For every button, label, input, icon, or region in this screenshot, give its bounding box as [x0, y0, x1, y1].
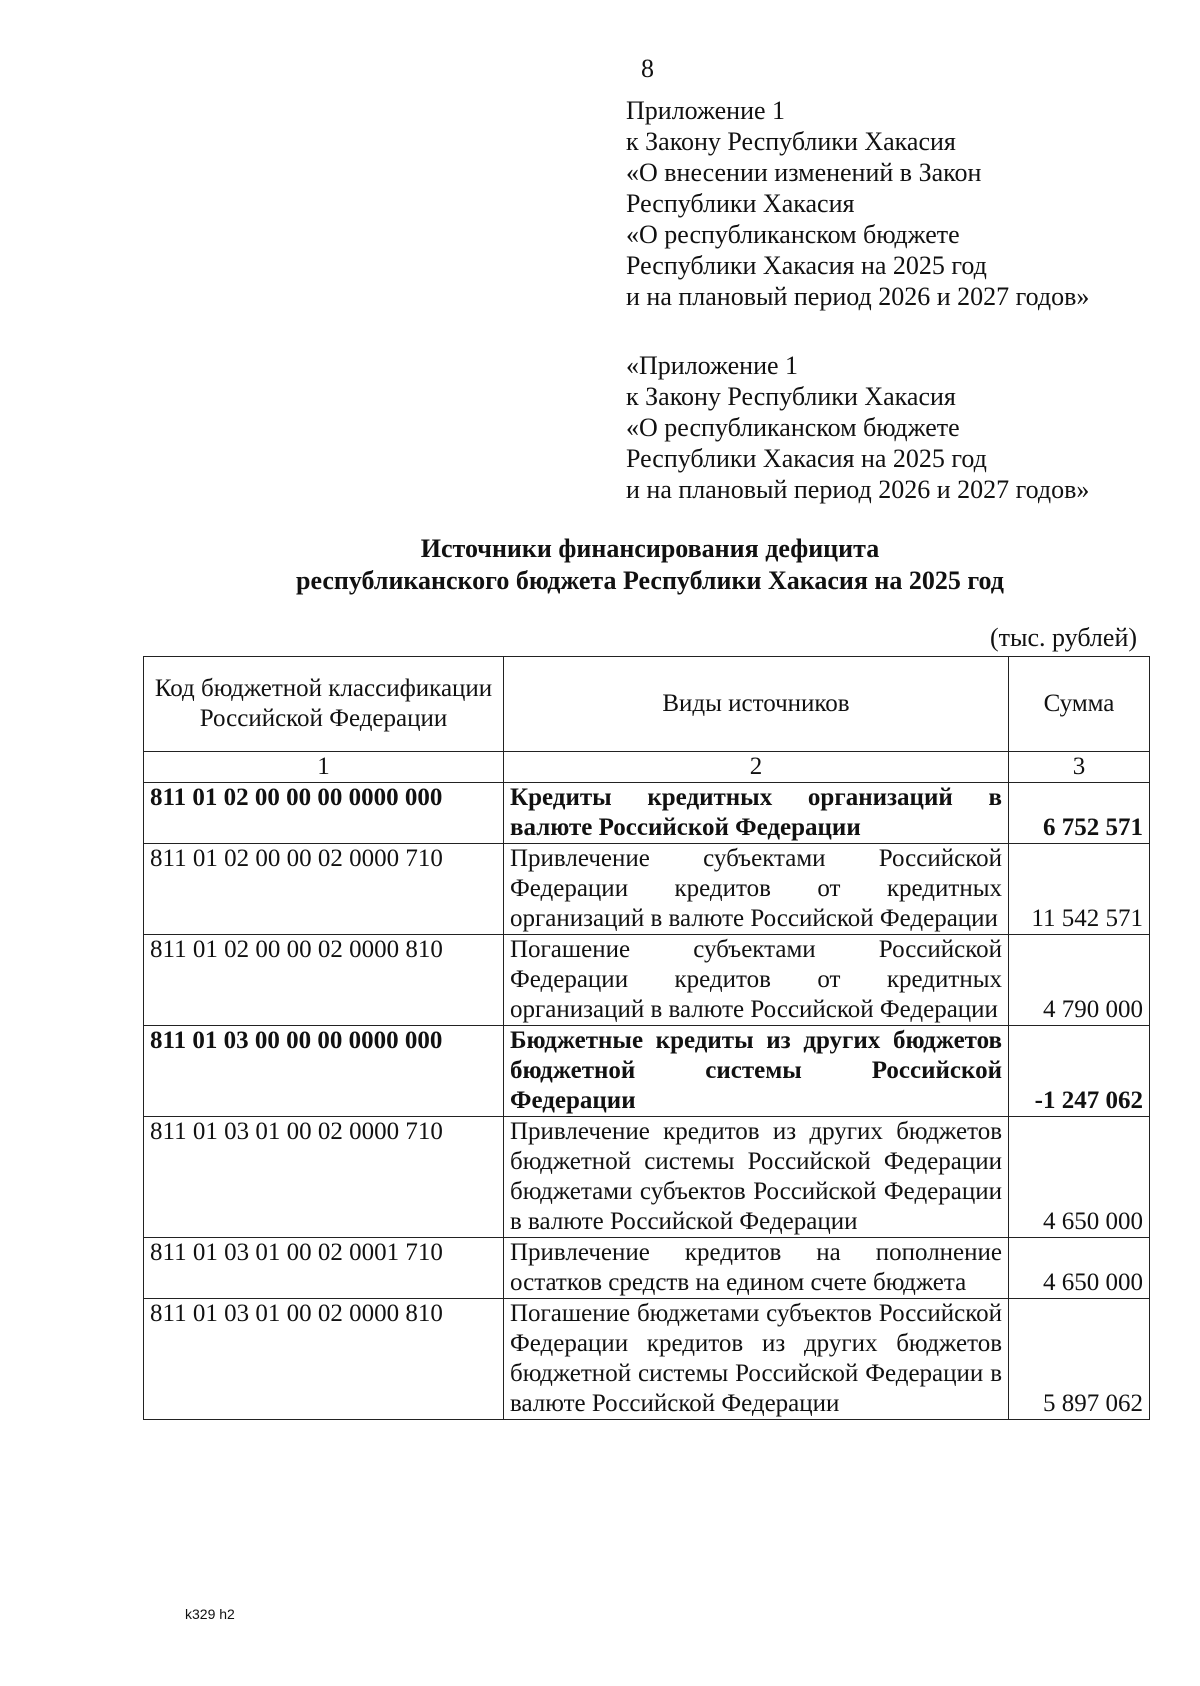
source-description: Привлечение кредитов из других бюджетов бюджетной системы Российской Федерации бюджетами субъектов Российской Федерации в валюте Российской Федерации	[504, 1117, 1009, 1238]
table-row	[144, 1026, 1150, 1117]
table-row	[144, 783, 1150, 844]
table-row	[144, 1299, 1150, 1420]
column-header-code: Код бюджетной классификации Российской Федерации	[144, 657, 504, 752]
amount: 4 650 000	[1009, 1117, 1150, 1238]
budget-code: 811 01 03 01 00 02 0000 810	[144, 1299, 504, 1420]
budget-code: 811 01 03 01 00 02 0000 710	[144, 1117, 504, 1238]
appendix-heading-line: Приложение 1	[626, 96, 786, 125]
table-row	[144, 1238, 1150, 1299]
budget-code: 811 01 02 00 00 02 0000 710	[144, 844, 504, 935]
page-number: 8	[641, 54, 654, 83]
budget-code: 811 01 03 00 00 00 0000 000	[144, 1026, 504, 1117]
budget-code: 811 01 03 01 00 02 0001 710	[144, 1238, 504, 1299]
amount: -1 247 062	[1009, 1026, 1150, 1117]
appendix-original-line: к Закону Республики Хакасия	[626, 382, 956, 411]
source-description: Погашение субъектами Российской Федерации кредитов от кредитных организаций в валюте Российской Федерации	[504, 935, 1009, 1026]
appendix-heading-line: к Закону Республики Хакасия	[626, 127, 956, 156]
appendix-heading-line: «О республиканском бюджете	[626, 220, 960, 249]
table-row	[144, 844, 1150, 935]
table-header-row	[144, 657, 1150, 752]
amount: 4 790 000	[1009, 935, 1150, 1026]
appendix-heading-line: и на плановый период 2026 и 2027 годов»	[626, 282, 1090, 311]
appendix-original-heading	[626, 350, 1166, 505]
appendix-heading-line: Республики Хакасия на 2025 год	[626, 251, 987, 280]
units-label: (тыс. рублей)	[990, 623, 1138, 652]
appendix-original-line: и на плановый период 2026 и 2027 годов»	[626, 475, 1090, 504]
appendix-heading-line: Республики Хакасия	[626, 189, 855, 218]
document-title-line: республиканского бюджета Республики Хакасия на 2025 год	[296, 566, 1004, 595]
appendix-heading	[626, 95, 1166, 312]
source-description: Привлечение субъектами Российской Федерации кредитов от кредитных организаций в валюте Российской Федерации	[504, 844, 1009, 935]
source-description: Бюджетные кредиты из других бюджетов бюджетной системы Российской Федерации	[504, 1026, 1009, 1117]
financing-sources-table	[143, 656, 1150, 1420]
column-header-amount: Сумма	[1009, 657, 1150, 752]
column-number: 2	[504, 752, 1009, 783]
source-description: Привлечение кредитов на пополнение остатков средств на едином счете бюджета	[504, 1238, 1009, 1299]
column-number: 1	[144, 752, 504, 783]
table-row	[144, 935, 1150, 1026]
footer-document-code: k329 h2	[185, 1606, 235, 1622]
amount: 6 752 571	[1009, 783, 1150, 844]
document-title	[0, 533, 1200, 597]
budget-code: 811 01 02 00 00 00 0000 000	[144, 783, 504, 844]
table-row	[144, 1117, 1150, 1238]
amount: 4 650 000	[1009, 1238, 1150, 1299]
source-description: Погашение бюджетами субъектов Российской Федерации кредитов из других бюджетов бюджетной системы Российской Федерации в валюте Российской Федерации	[504, 1299, 1009, 1420]
column-header-source-type: Виды источников	[504, 657, 1009, 752]
amount: 5 897 062	[1009, 1299, 1150, 1420]
amount: 11 542 571	[1009, 844, 1150, 935]
appendix-original-line: «Приложение 1	[626, 351, 799, 380]
budget-code: 811 01 02 00 00 02 0000 810	[144, 935, 504, 1026]
source-description: Кредиты кредитных организаций в валюте Российской Федерации	[504, 783, 1009, 844]
document-title-line: Источники финансирования дефицита	[420, 534, 880, 563]
column-number: 3	[1009, 752, 1150, 783]
appendix-original-line: «О республиканском бюджете	[626, 413, 960, 442]
appendix-heading-line: «О внесении изменений в Закон	[626, 158, 982, 187]
appendix-original-line: Республики Хакасия на 2025 год	[626, 444, 987, 473]
column-number-row	[144, 752, 1150, 783]
